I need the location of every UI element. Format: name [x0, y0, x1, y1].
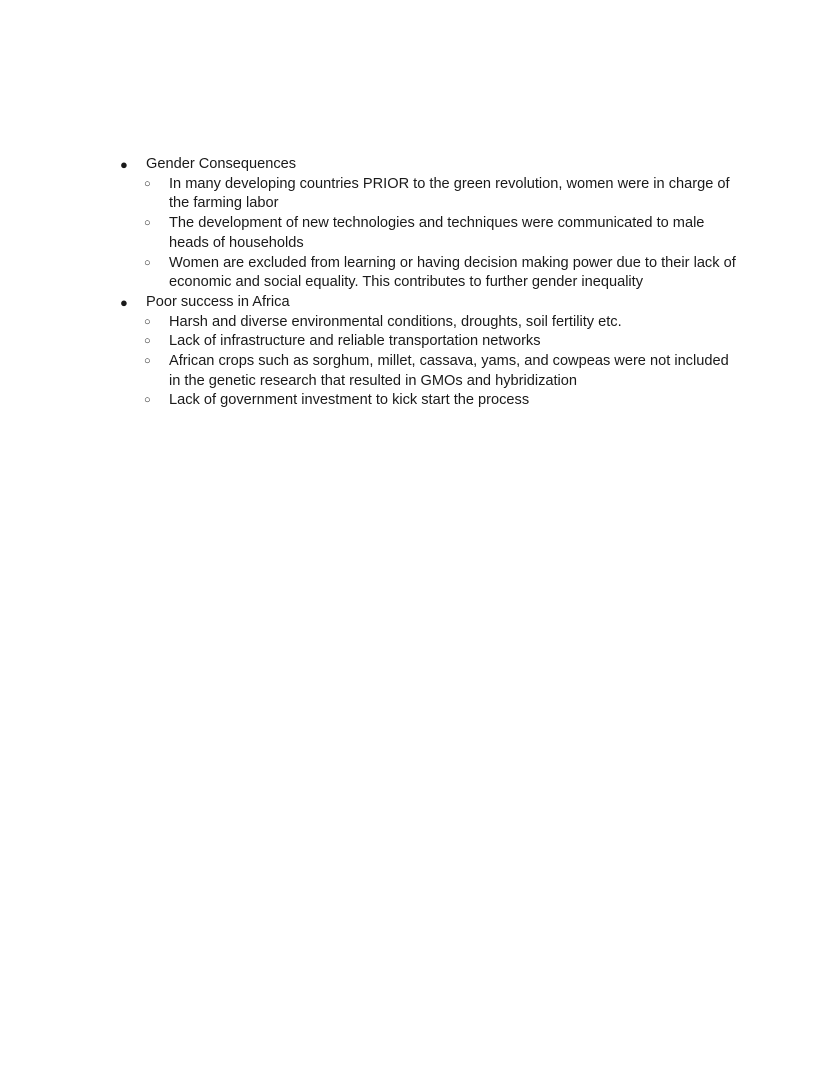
list-item: [120, 332, 740, 352]
hollow-bullet-icon: ○: [144, 355, 151, 368]
list-item: [120, 254, 740, 293]
list-item: [120, 313, 740, 333]
sub-list-gender: [120, 175, 740, 293]
list-item-text: Lack of government investment to kick start the process: [169, 392, 530, 409]
hollow-bullet-icon: ○: [144, 315, 151, 328]
list-item-text: Lack of infrastructure and reliable transportation networks: [169, 333, 541, 350]
list-item-text: The development of new technologies and techniques were communicated to male heads of households: [169, 215, 705, 251]
hollow-bullet-icon: ○: [144, 256, 151, 269]
list-item-text: In many developing countries PRIOR to the green revolution, women were in charge of the farming labor: [169, 175, 730, 212]
bullet-list: [120, 155, 740, 411]
list-item: [120, 214, 740, 253]
filled-bullet-icon: ●: [120, 294, 128, 310]
sublist-container: [120, 175, 740, 293]
sub-list-africa: [120, 313, 740, 412]
hollow-bullet-icon: ○: [144, 335, 151, 348]
sublist-container: [120, 313, 740, 412]
list-item-text: Women are excluded from learning or having decision making power due to their lack of economic and social equality. This contributes to further gender inequality: [169, 254, 736, 291]
section-heading: Gender Consequences: [146, 156, 297, 172]
hollow-bullet-icon: ○: [144, 217, 151, 230]
filled-bullet-icon: ●: [120, 157, 128, 172]
section-heading: Poor success in Africa: [146, 293, 290, 310]
list-item-text: Harsh and diverse environmental conditions, droughts, soil fertility etc.: [169, 313, 622, 330]
list-item: [120, 175, 740, 214]
list-item-poor-success-africa: [120, 293, 740, 313]
hollow-bullet-icon: ○: [144, 177, 151, 190]
list-item-text: African crops such as sorghum, millet, cassava, yams, and cowpeas were not included in the genetic research that resulted in GMOs and hybridization: [169, 353, 729, 389]
list-item: [120, 352, 740, 391]
list-item-gender-consequences: [120, 155, 740, 175]
hollow-bullet-icon: ○: [144, 394, 151, 407]
list-item: [120, 391, 740, 411]
